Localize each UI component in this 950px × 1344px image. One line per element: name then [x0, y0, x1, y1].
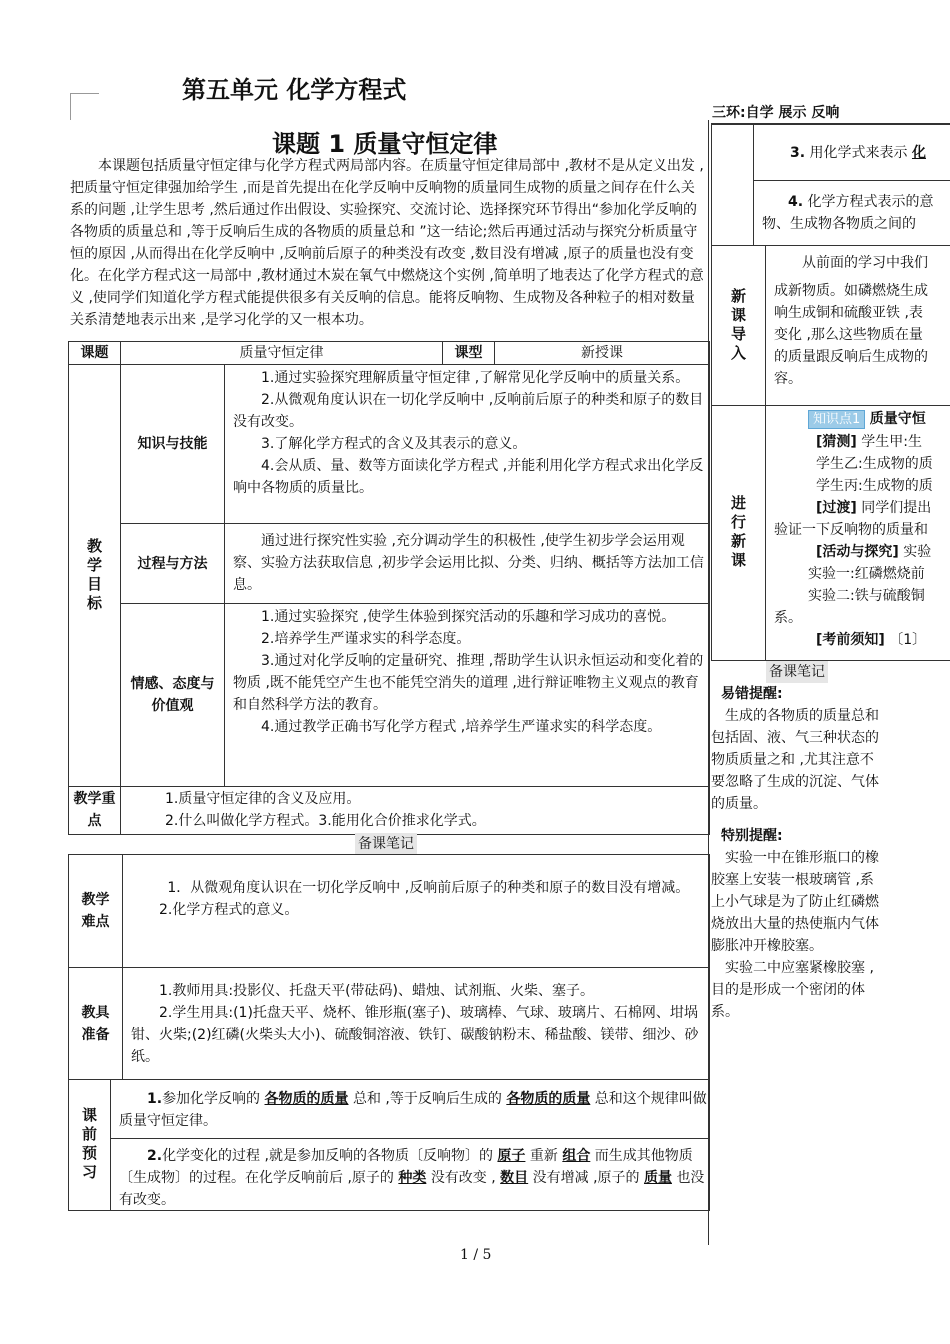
line-4-tag: [过渡]: [816, 500, 857, 516]
knowledge-3: 3.了解化学方程式的含义及其表示的意义。: [261, 436, 527, 452]
objectives-table: [68, 341, 710, 835]
p2-f: 也没有改变。: [119, 1170, 705, 1208]
tip1-text: 生成的各物质的质量总和包括固、液、气三种状态的物质质量之和 ,尤其注意不要忽略了生成的沉淀、气体的质量。: [711, 708, 879, 812]
key-2: 2.什么叫做化学方程式。3.能用化合价推求化学式。: [165, 813, 486, 829]
emotion-4: 4.通过教学正确书写化学方程式 ,培养学生严谨求实的科学态度。: [261, 719, 662, 735]
p2-blank3: 种类: [398, 1170, 427, 1186]
preview-content: [111, 1080, 709, 1210]
knowledge-4: 4.会从质、量、数等方面读化学方程式 ,并能利用化学方程式求出化学反响中各物质的质量比。: [233, 458, 704, 496]
line-10-tag: [考前须知]: [816, 632, 885, 648]
prep-table: [68, 854, 710, 1211]
emotion-content: [225, 604, 709, 787]
page-number: 1 / 5: [460, 1247, 492, 1263]
emotion-3: 3.通过对化学反响的定量研究、推理 ,帮助学生认识永恒运动和变化着的物质 ,既不能凭空产生也不能凭空消失的道理 ,进行辩证唯物主义观点的教育和自然科学方法的教育。: [233, 653, 704, 713]
right-table: [711, 123, 950, 661]
p2-num: 2.: [147, 1148, 163, 1164]
tips-column: [711, 683, 885, 1023]
intro-line-5: 的质量跟反响后生成物的: [774, 349, 928, 365]
preview-1: [111, 1088, 709, 1139]
line-2: 学生乙:生成物的质: [816, 456, 933, 472]
r3-cell: [754, 124, 950, 181]
difficulty-2: 2.化学方程式的意义。: [159, 902, 299, 918]
difficulty-1: 1．从微观角度认识在一切化学反响中 ,反响前后原子的种类和原子的数目没有增减。: [167, 880, 690, 896]
p2-blank2: 组合: [562, 1148, 591, 1164]
line-4: 同学们提出: [861, 500, 932, 516]
line-5: 验证一下反响物的质量和: [774, 522, 928, 538]
preview-label-cell: [69, 1080, 111, 1210]
line-1-tag: [猜测]: [816, 434, 857, 450]
intro-line-6: 容。: [774, 371, 802, 387]
p1-blank2: 各物质的质量: [506, 1091, 591, 1107]
p2-blank5: 质量: [643, 1170, 672, 1186]
r4-cell: [754, 181, 950, 246]
p2-a: 化学变化的过程 ,就是参加反响的各物质〔反响物〕的: [162, 1148, 493, 1164]
key-label: 教学重点: [69, 787, 121, 834]
p2-blank4: 数目: [500, 1170, 529, 1186]
prep-content: [123, 968, 709, 1080]
prep-label: 教具准备: [69, 968, 123, 1080]
tip1-title: 易错提醒:: [721, 686, 783, 702]
r-blank-left: [712, 124, 754, 246]
tip2-title: 特别提醒:: [721, 828, 783, 844]
r3-blank: 化: [911, 145, 926, 161]
process-content: 通过进行探究性实验 ,充分调动学生的积极性 ,使学生初步学会运用观察、实验方法获取信息 ,初步学会运用比拟、分类、归纳、概括等方法加工信息。: [225, 524, 709, 604]
goals-label: 教学目标: [85, 537, 103, 614]
h-type: 课型: [443, 342, 495, 365]
prep-1: 1.教师用具:投影仪、托盘天平(带砝码)、蜡烛、试剂瓶、火柴、塞子。: [159, 983, 594, 999]
process-label: 过程与方法: [121, 524, 225, 604]
prep-2: 2.学生用具:(1)托盘天平、烧杯、锥形瓶(塞子)、玻璃棒、气球、玻璃片、石棉网、坩埚钳、火柴;(2)红磷(火柴头大小)、硫酸铜溶液、铁钉、碳酸钠粉末、稀盐酸、镁带、细沙、砂纸。: [131, 1005, 699, 1065]
lesson-name: 质量守恒定律: [121, 342, 443, 365]
notes-label-left: 备课笔记: [355, 833, 417, 855]
key-1: 1.质量守恒定律的含义及应用。: [165, 791, 361, 807]
goals-label-cell: [69, 365, 121, 787]
unit-title: 第五单元 化学方程式: [182, 76, 407, 104]
intro-label: 新课导入: [729, 287, 747, 364]
preview-2: [119, 1139, 705, 1211]
r4-text: 化学方程式表示的意: [807, 194, 934, 210]
intro-content: [766, 246, 950, 406]
knowledge-1: 1.通过实验探究理解质量守恒定律 ,了解常见化学反响中的质量关系。: [261, 370, 690, 386]
intro-line-4: 变化 ,那么这些物质在量: [774, 327, 923, 343]
line-7: 实验一:红磷燃烧前: [808, 566, 925, 582]
emotion-2: 2.培养学生严谨求实的科学态度。: [261, 631, 471, 647]
key-content: [121, 787, 709, 834]
r3-num: 3.: [790, 145, 806, 161]
knowledge-point-badge: 知识点1: [808, 410, 865, 429]
p1-a: 参加化学反响的: [162, 1091, 261, 1107]
column-divider: [708, 120, 709, 1245]
intro-line-2: 成新物质。如磷燃烧生成: [774, 283, 928, 299]
r3-text: 用化学式来表示: [809, 145, 908, 161]
lesson-type: 新授课: [495, 342, 709, 365]
line-8: 实验二:铁与硫酸铜: [808, 588, 925, 604]
intro-label-cell: [712, 246, 766, 406]
emotion-1: 1.通过实验探究 ,使学生体验到探究活动的乐趣和学习成功的喜悦。: [261, 609, 676, 625]
lesson-title: 课题 1 质量守恒定律: [272, 130, 498, 158]
main-content: [766, 406, 950, 660]
line-10: 〔1〕: [889, 632, 927, 648]
tip2-text-a: 实验一中在锥形瓶口的橡胶塞上安装一根玻璃管 ,系上小气球是为了防止红磷燃烧放出大量的热使瓶内气体膨胀冲开橡胶塞。: [711, 850, 879, 954]
notes-label-right: 备课笔记: [766, 661, 828, 683]
p1-num: 1.: [147, 1091, 163, 1107]
p1-blank1: 各物质的质量: [264, 1091, 349, 1107]
p1-c: 总和这个规律叫做质量守恒定律。: [119, 1091, 707, 1129]
line-1: 学生甲:生: [861, 434, 922, 450]
badge-title: 质量守恒: [869, 411, 926, 427]
intro-line-1: 从前面的学习中我们: [802, 255, 928, 271]
knowledge-content: [225, 365, 709, 524]
right-header: 三环:自学 展示 反响: [712, 102, 950, 125]
p2-e: 没有增减 ,原子的: [532, 1170, 640, 1186]
p1-b: 总和 ,等于反响后生成的: [352, 1091, 502, 1107]
main-label: 进行新课: [729, 495, 747, 571]
difficulty-label: 教学难点: [69, 855, 123, 968]
p2-d: 没有改变 ,: [430, 1170, 496, 1186]
emotion-label: 情感、态度与价值观: [121, 604, 225, 787]
intro-line-3: 响生成铜和硫酸亚铁 ,表: [774, 305, 923, 321]
line-9: 系。: [774, 610, 802, 626]
h-lesson: 课题: [69, 342, 121, 365]
p2-b: 重新: [529, 1148, 558, 1164]
line-3: 学生丙:生成物的质: [816, 478, 933, 494]
corner-mark: [70, 93, 99, 120]
line-6: 实验: [903, 544, 932, 560]
p2-blank1: 原子: [497, 1148, 526, 1164]
r4-num: 4.: [788, 194, 804, 210]
intro-paragraph: 本课题包括质量守恒定律与化学方程式两局部内容。在质量守恒定律局部中 ,教材不是从定义出发 ,把质量守恒定律强加给学生 ,而是首先提出在化学反响中反响物的质量同生成物的质量之间存在什么关系的问题 ,让学生思考 ,然后通过作出假设、实验探究、交流讨论、选择探究环节得出“参加化学反响的各物质的质量总和 ,等于反响后生成的各物质的质量总和 ”这一结论;然后再通过活动与探究分析质量守恒的原因 ,从而得出在化学反响中 ,反响前后原子的种类没有改变 ,数目没有增减 ,原子的质量也没有变化。在化学方程式这一局部中 ,教材通过木炭在氧气中燃烧这个实例 ,简单明了地表达了化学方程式的意义 ,使同学们知道化学方程式能提供很多有关反响的信息。能将反响物、生成物及各种粒子的相对数量关系清楚地表示出来 ,是学习化学的又一根本功。: [70, 158, 704, 328]
r4-text2: 物、生成物各物质之间的: [762, 216, 916, 232]
knowledge-2: 2.从微观角度认识在一切化学反响中 ,反响前后原子的种类和原子的数目没有改变。: [233, 392, 704, 430]
main-label-cell: [712, 406, 766, 660]
tip2-text-b: 实验二中应塞紧橡胶塞 ,目的是形成一个密闭的体系。: [711, 960, 874, 1020]
p2-c: 而生成其他物质〔生成物〕的过程。在化学反响前后 ,原子的: [119, 1148, 693, 1186]
line-6-tag: [活动与探究]: [816, 544, 899, 560]
preview-label: 课前预习: [80, 1107, 98, 1183]
difficulty-content: [123, 855, 709, 968]
knowledge-label: 知识与技能: [121, 365, 225, 524]
